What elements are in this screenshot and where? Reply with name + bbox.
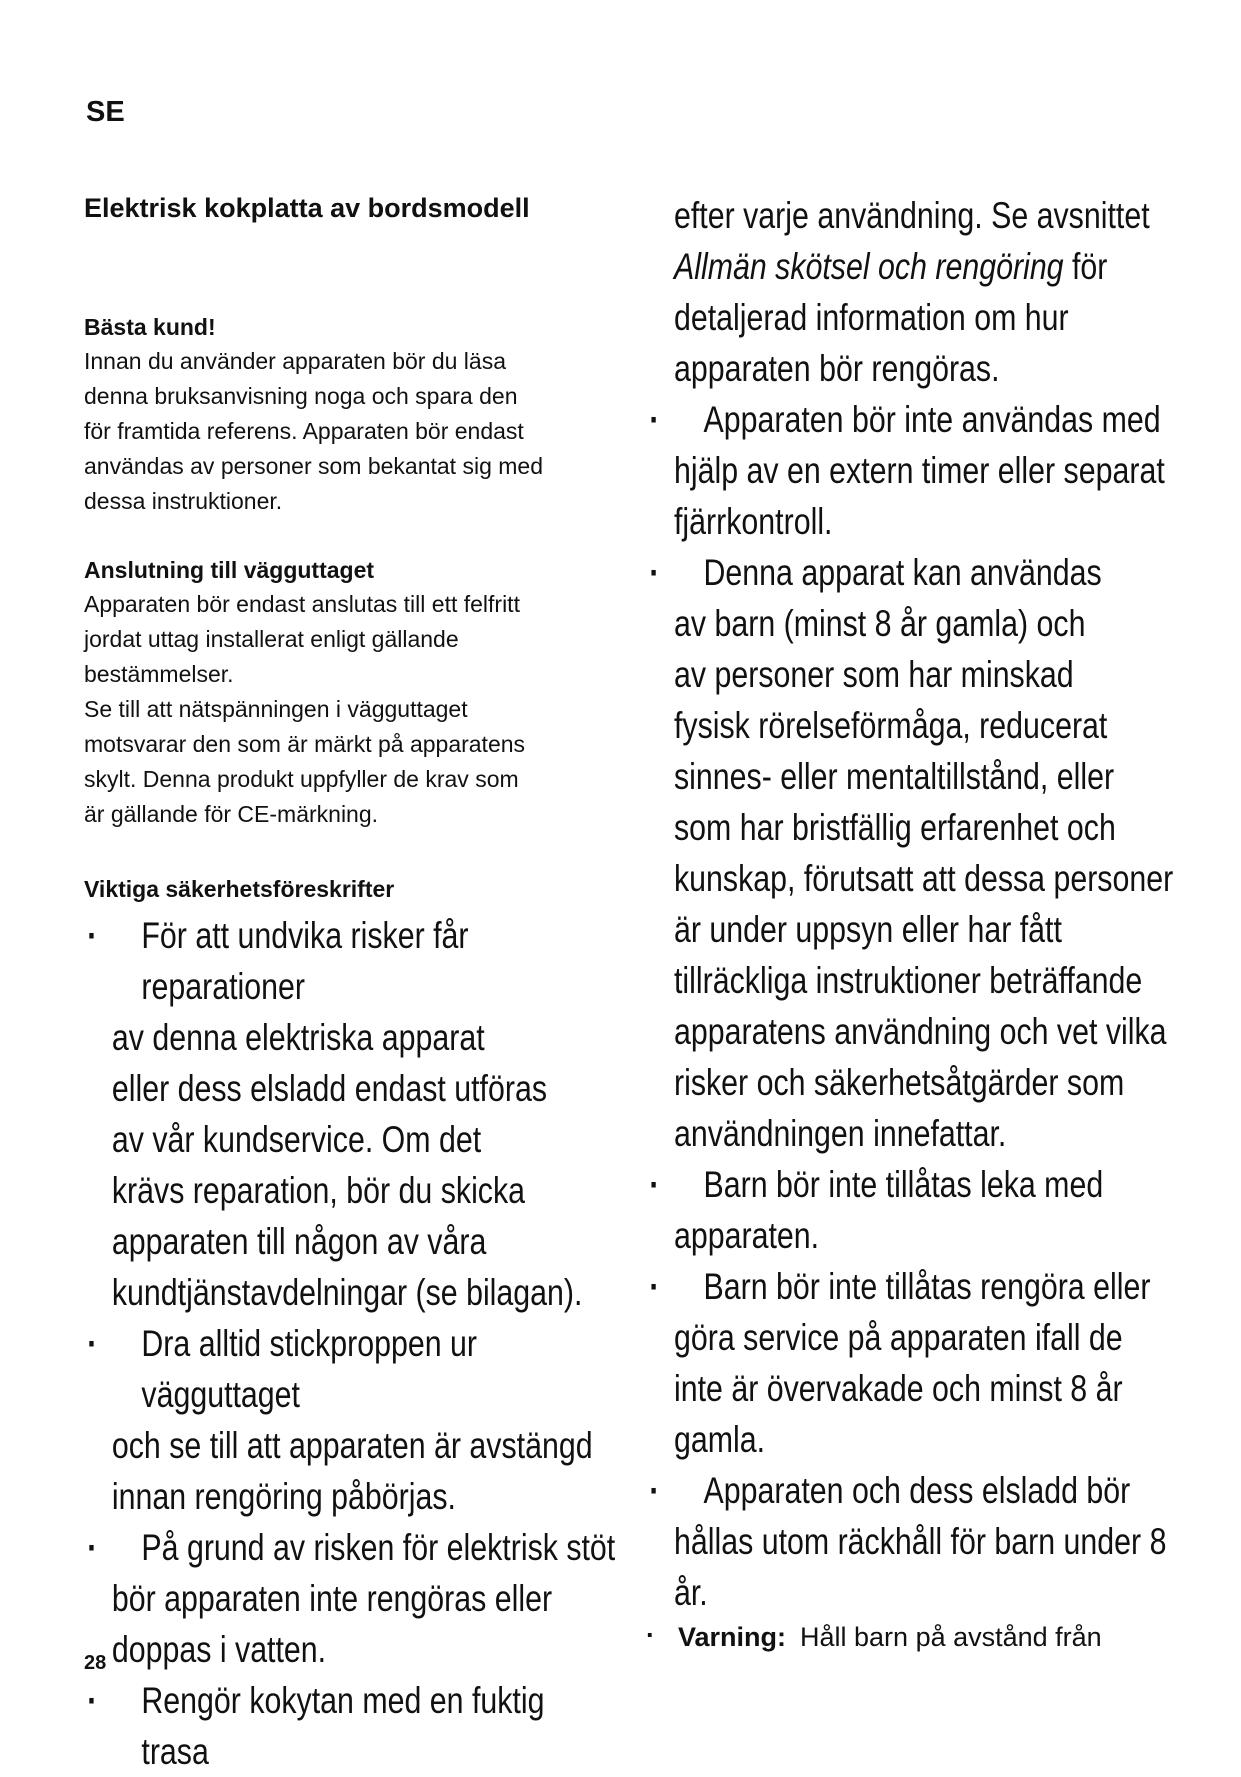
list-item: · Dra alltid stickproppen ur vägguttaget och se till att apparaten är avstängd innan rengöring påbörjas. xyxy=(84,1318,617,1522)
bullet-dot: · xyxy=(649,1266,660,1307)
left-column xyxy=(84,190,644,1777)
connection-line: motsvarar den som är märkt på apparatens xyxy=(84,731,526,757)
right-text xyxy=(649,190,1199,1618)
list-item: · Barn bör inte tillåtas leka med apparaten. xyxy=(646,1159,1199,1261)
bullet-dot: · xyxy=(649,1164,660,1205)
list-item: · Barn bör inte tillåtas rengöra eller göra service på apparaten ifall de inte är övervakade och minst 8 år gamla. xyxy=(646,1261,1199,1465)
connection-line: skylt. Denna produkt uppfyller de krav som xyxy=(84,766,519,792)
page-number: 28 xyxy=(84,1652,107,1674)
connection-line: Apparaten bör endast anslutas till ett felfritt xyxy=(84,591,520,617)
list-item: · För att undvika risker får reparationer av denna elektriska apparat eller dess elsladd endast utföras av vår kundservice. Om det krävs reparation, bör du skicka apparaten till någon av våra kundtjänstavdelningar (se bilagan). xyxy=(84,910,617,1318)
greeting-heading: Bästa kund! xyxy=(84,314,216,340)
connection-heading: Anslutning till vägguttaget xyxy=(84,557,375,583)
bullet-dot: · xyxy=(649,552,660,593)
continuation-line: detaljerad information om hur xyxy=(674,297,1069,338)
bullet-dot: · xyxy=(87,1680,98,1721)
section-reference: Allmän skötsel och rengöring xyxy=(674,246,1064,287)
connection-paragraph xyxy=(84,587,644,832)
list-item: · Apparaten och dess elsladd bör hållas utom räckhåll för barn under 8 år. xyxy=(646,1465,1199,1618)
intro-line: denna bruksanvisning noga och spara den xyxy=(84,383,518,409)
language-code: SE xyxy=(86,96,125,128)
bullet-dot: · xyxy=(87,1323,98,1364)
bullet-dot: · xyxy=(646,1620,655,1650)
continuation-line: apparaten bör rengöras. xyxy=(674,348,1000,389)
list-item: · På grund av risken för elektrisk stöt bör apparaten inte rengöras eller doppas i vatten. xyxy=(84,1522,617,1675)
connection-line: jordat uttag installerat enligt gällande xyxy=(84,626,459,652)
list-item: · Rengör kokytan med en fuktig trasa xyxy=(84,1675,617,1777)
connection-line: Se till att nätspänningen i vägguttaget xyxy=(84,696,468,722)
intro-line: dessa instruktioner. xyxy=(84,488,283,514)
page-title: Elektrisk kokplatta av bordsmodell xyxy=(84,193,530,223)
intro-line: Innan du använder apparaten bör du läsa xyxy=(84,348,506,374)
bullet-dot: · xyxy=(649,1470,660,1511)
safety-heading: Viktiga säkerhetsföreskrifter xyxy=(84,876,395,902)
bullet-dot: · xyxy=(87,915,98,956)
connection-line: bestämmelser. xyxy=(84,661,234,687)
intro-line: användas av personer som bekantat sig med xyxy=(84,453,543,479)
connection-line: är gällande för CE-märkning. xyxy=(84,801,379,827)
right-column xyxy=(649,190,1180,1618)
list-item: · Denna apparat kan användas av barn (minst 8 år gamla) och av personer som har minskad fysisk rörelseförmåga, reducerat sinnes- eller mentaltillstånd, eller som har bristfällig erfarenhet och kunskap, förutsatt att dessa personer är under uppsyn eller har fått tillräckliga instruktioner beträffande apparatens användning och vet vilka risker och säkerhetsåtgärder som användningen innefattar. xyxy=(646,547,1199,1159)
bullet-dot: · xyxy=(87,1527,98,1568)
warning-label: Varning: xyxy=(678,1622,787,1652)
intro-line: för framtida referens. Apparaten bör endast xyxy=(84,418,524,444)
bullet-dot: · xyxy=(649,399,660,440)
continuation-line: Allmän skötsel och rengöring för xyxy=(674,246,1108,287)
intro-paragraph xyxy=(84,344,644,519)
continuation-line: efter varje användning. Se avsnittet xyxy=(674,195,1150,236)
warning-item xyxy=(646,1620,1102,1654)
left-bullet-list xyxy=(84,910,617,1777)
warning-text: Håll barn på avstånd från xyxy=(800,1622,1102,1652)
list-item: · Apparaten bör inte användas med hjälp av en extern timer eller separat fjärrkontroll. xyxy=(646,394,1199,547)
